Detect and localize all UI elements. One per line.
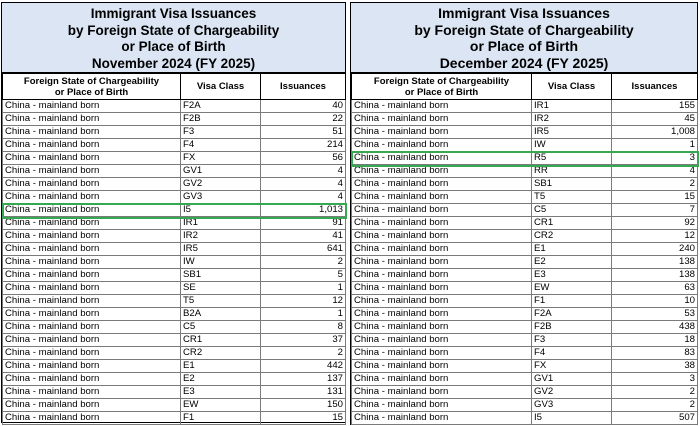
- cell-country: China - mainland born: [3, 334, 181, 347]
- cell-issuances: 7: [612, 204, 698, 217]
- table-row: [352, 321, 698, 334]
- cell-country: China - mainland born: [3, 217, 181, 230]
- panel-title: [2, 3, 345, 73]
- cell-issuances: 1: [612, 139, 698, 152]
- table-row: [352, 139, 698, 152]
- cell-visa-class: E1: [181, 360, 261, 373]
- cell-visa-class: E2: [532, 256, 612, 269]
- cell-issuances: 2: [612, 178, 698, 191]
- cell-issuances: 51: [261, 126, 346, 139]
- cell-country: China - mainland born: [3, 230, 181, 243]
- cell-country: China - mainland born: [3, 399, 181, 412]
- cell-issuances: 53: [612, 308, 698, 321]
- issuance-table: [351, 73, 698, 425]
- cell-country: China - mainland born: [352, 321, 532, 334]
- table-row: [352, 204, 698, 217]
- cell-visa-class: IR5: [181, 243, 261, 256]
- cell-issuances: 138: [612, 269, 698, 282]
- november-2024-panel: [1, 2, 346, 423]
- cell-visa-class: F4: [181, 139, 261, 152]
- table-row: [352, 243, 698, 256]
- cell-visa-class: IW: [532, 139, 612, 152]
- cell-visa-class: B2A: [181, 308, 261, 321]
- col-header-visa-class: Visa Class: [532, 74, 612, 100]
- cell-country: China - mainland born: [352, 126, 532, 139]
- cell-visa-class: IW: [181, 256, 261, 269]
- cell-country: China - mainland born: [352, 282, 532, 295]
- table-row: [3, 373, 346, 386]
- cell-country: China - mainland born: [352, 230, 532, 243]
- cell-issuances: 63: [612, 282, 698, 295]
- cell-issuances: 91: [261, 217, 346, 230]
- cell-issuances: 12: [261, 295, 346, 308]
- cell-country: China - mainland born: [3, 191, 181, 204]
- cell-visa-class: FX: [532, 360, 612, 373]
- cell-issuances: 1: [261, 282, 346, 295]
- cell-issuances: 15: [261, 412, 346, 425]
- table-row: [3, 399, 346, 412]
- cell-country: China - mainland born: [3, 165, 181, 178]
- cell-country: China - mainland born: [352, 217, 532, 230]
- cell-visa-class: GV3: [532, 399, 612, 412]
- cell-country: China - mainland born: [3, 386, 181, 399]
- title-line: Immigrant Visa Issuances: [90, 6, 257, 21]
- table-row: [3, 386, 346, 399]
- cell-country: China - mainland born: [3, 347, 181, 360]
- cell-visa-class: IR1: [532, 100, 612, 113]
- table-row: [352, 152, 698, 165]
- cell-issuances: 41: [261, 230, 346, 243]
- cell-issuances: 40: [261, 100, 346, 113]
- title-line: November 2024 (FY 2025): [91, 55, 256, 71]
- cell-visa-class: GV2: [181, 178, 261, 191]
- cell-country: China - mainland born: [3, 204, 181, 217]
- table-row: [3, 256, 346, 269]
- table-row: [3, 191, 346, 204]
- cell-issuances: 131: [261, 386, 346, 399]
- title-line: by Foreign State of Chargeability: [414, 21, 634, 38]
- cell-visa-class: IR1: [181, 217, 261, 230]
- cell-country: China - mainland born: [352, 113, 532, 126]
- cell-visa-class: I5: [532, 412, 612, 425]
- cell-visa-class: EW: [532, 282, 612, 295]
- table-row: [3, 243, 346, 256]
- table-row: [352, 295, 698, 308]
- col-header-issuances: Issuances: [261, 74, 346, 100]
- cell-visa-class: F2A: [181, 100, 261, 113]
- cell-visa-class: E1: [532, 243, 612, 256]
- cell-visa-class: GV1: [532, 373, 612, 386]
- table-row: [3, 412, 346, 425]
- cell-visa-class: F1: [532, 295, 612, 308]
- cell-country: China - mainland born: [352, 295, 532, 308]
- table-row: [352, 269, 698, 282]
- cell-issuances: 38: [612, 360, 698, 373]
- cell-issuances: 641: [261, 243, 346, 256]
- table-row: [352, 126, 698, 139]
- cell-country: China - mainland born: [352, 386, 532, 399]
- table-row: [3, 230, 346, 243]
- cell-issuances: 2: [261, 347, 346, 360]
- cell-issuances: 150: [261, 399, 346, 412]
- cell-issuances: 10: [612, 295, 698, 308]
- title-line: or Place of Birth: [121, 39, 226, 54]
- cell-country: China - mainland born: [352, 347, 532, 360]
- cell-issuances: 3: [612, 373, 698, 386]
- cell-issuances: 5: [261, 269, 346, 282]
- cell-issuances: 3: [612, 152, 698, 165]
- cell-country: China - mainland born: [3, 308, 181, 321]
- cell-country: China - mainland born: [352, 152, 532, 165]
- cell-issuances: 438: [612, 321, 698, 334]
- cell-issuances: 37: [261, 334, 346, 347]
- cell-visa-class: E2: [181, 373, 261, 386]
- cell-issuances: 4: [261, 178, 346, 191]
- table-row: [352, 217, 698, 230]
- table-row: [3, 139, 346, 152]
- table-row: [352, 399, 698, 412]
- cell-country: China - mainland born: [352, 139, 532, 152]
- cell-issuances: 1: [261, 308, 346, 321]
- issuance-table: [2, 73, 346, 425]
- table-row: [352, 373, 698, 386]
- table-row: [3, 217, 346, 230]
- table-row: [352, 360, 698, 373]
- table-row: [352, 308, 698, 321]
- cell-visa-class: IR2: [181, 230, 261, 243]
- table-row: [3, 165, 346, 178]
- cell-visa-class: CR1: [181, 334, 261, 347]
- cell-visa-class: SB1: [532, 178, 612, 191]
- cell-country: China - mainland born: [352, 308, 532, 321]
- table-row: [3, 113, 346, 126]
- cell-issuances: 214: [261, 139, 346, 152]
- cell-issuances: 15: [612, 191, 698, 204]
- cell-visa-class: FX: [181, 152, 261, 165]
- table-row: [3, 269, 346, 282]
- cell-country: China - mainland born: [352, 373, 532, 386]
- cell-issuances: 138: [612, 256, 698, 269]
- cell-issuances: 92: [612, 217, 698, 230]
- title-line: December 2024 (FY 2025): [439, 54, 609, 71]
- cell-country: China - mainland born: [3, 152, 181, 165]
- cell-country: China - mainland born: [3, 373, 181, 386]
- cell-issuances: 2: [612, 386, 698, 399]
- cell-visa-class: CR2: [181, 347, 261, 360]
- cell-visa-class: EW: [181, 399, 261, 412]
- table-row: [3, 100, 346, 113]
- cell-issuances: 155: [612, 100, 698, 113]
- table-row: [3, 334, 346, 347]
- table-row: [352, 256, 698, 269]
- cell-issuances: 12: [612, 230, 698, 243]
- cell-issuances: 18: [612, 334, 698, 347]
- cell-visa-class: CR2: [532, 230, 612, 243]
- cell-country: China - mainland born: [352, 256, 532, 269]
- cell-country: China - mainland born: [352, 334, 532, 347]
- table-row: [352, 178, 698, 191]
- table-row: [352, 113, 698, 126]
- table-row: [352, 191, 698, 204]
- title-line: or Place of Birth: [469, 38, 579, 54]
- cell-visa-class: T5: [181, 295, 261, 308]
- cell-country: China - mainland born: [352, 360, 532, 373]
- cell-country: China - mainland born: [3, 113, 181, 126]
- table-row: [3, 204, 346, 217]
- cell-visa-class: E3: [532, 269, 612, 282]
- table-row: [3, 126, 346, 139]
- cell-visa-class: C5: [532, 204, 612, 217]
- cell-country: China - mainland born: [3, 139, 181, 152]
- table-row: [352, 334, 698, 347]
- cell-issuances: 4: [612, 165, 698, 178]
- cell-issuances: 45: [612, 113, 698, 126]
- cell-country: China - mainland born: [3, 243, 181, 256]
- cell-visa-class: RR: [532, 165, 612, 178]
- title-line: Immigrant Visa Issuances: [438, 5, 610, 21]
- cell-country: China - mainland born: [3, 269, 181, 282]
- col-header-country: Foreign State of Chargeability or Place of Birth: [3, 74, 181, 100]
- cell-visa-class: F3: [532, 334, 612, 347]
- cell-issuances: 507: [612, 412, 698, 425]
- table-row: [3, 347, 346, 360]
- cell-country: China - mainland born: [3, 178, 181, 191]
- cell-visa-class: T5: [532, 191, 612, 204]
- table-row: [352, 386, 698, 399]
- cell-country: China - mainland born: [352, 243, 532, 256]
- cell-visa-class: R5: [532, 152, 612, 165]
- cell-visa-class: IR5: [532, 126, 612, 139]
- cell-visa-class: F3: [181, 126, 261, 139]
- col-header-visa-class: Visa Class: [181, 74, 261, 100]
- cell-issuances: 83: [612, 347, 698, 360]
- cell-country: China - mainland born: [3, 360, 181, 373]
- cell-country: China - mainland born: [3, 100, 181, 113]
- cell-visa-class: F4: [532, 347, 612, 360]
- cell-visa-class: E3: [181, 386, 261, 399]
- cell-visa-class: F2B: [532, 321, 612, 334]
- cell-visa-class: GV3: [181, 191, 261, 204]
- cell-visa-class: F2B: [181, 113, 261, 126]
- cell-country: China - mainland born: [352, 191, 532, 204]
- title-line: by Foreign State of Chargeability: [67, 22, 280, 38]
- cell-visa-class: C5: [181, 321, 261, 334]
- table-row: [3, 152, 346, 165]
- cell-visa-class: SB1: [181, 269, 261, 282]
- col-header-issuances: Issuances: [612, 74, 698, 100]
- table-row: [352, 412, 698, 425]
- table-row: [3, 308, 346, 321]
- cell-visa-class: GV1: [181, 165, 261, 178]
- cell-visa-class: IR2: [532, 113, 612, 126]
- cell-visa-class: F2A: [532, 308, 612, 321]
- cell-issuances: 4: [261, 191, 346, 204]
- table-row: [3, 295, 346, 308]
- cell-issuances: 2: [261, 256, 346, 269]
- cell-country: China - mainland born: [352, 204, 532, 217]
- cell-issuances: 137: [261, 373, 346, 386]
- panel-title: [351, 3, 697, 73]
- cell-visa-class: SE: [181, 282, 261, 295]
- cell-issuances: 240: [612, 243, 698, 256]
- col-header-country: Foreign State of Chargeability or Place of Birth: [352, 74, 532, 100]
- cell-country: China - mainland born: [352, 399, 532, 412]
- table-row: [3, 321, 346, 334]
- table-row: [352, 347, 698, 360]
- cell-visa-class: F1: [181, 412, 261, 425]
- cell-country: China - mainland born: [3, 295, 181, 308]
- cell-country: China - mainland born: [352, 269, 532, 282]
- cell-issuances: 1,008: [612, 126, 698, 139]
- table-row: [352, 165, 698, 178]
- cell-visa-class: GV2: [532, 386, 612, 399]
- cell-country: China - mainland born: [352, 178, 532, 191]
- table-row: [352, 230, 698, 243]
- cell-issuances: 2: [612, 399, 698, 412]
- cell-issuances: 442: [261, 360, 346, 373]
- december-2024-panel: [350, 2, 698, 425]
- cell-issuances: 4: [261, 165, 346, 178]
- cell-issuances: 1,013: [261, 204, 346, 217]
- cell-issuances: 8: [261, 321, 346, 334]
- cell-country: China - mainland born: [352, 100, 532, 113]
- cell-issuances: 56: [261, 152, 346, 165]
- table-row: [352, 282, 698, 295]
- cell-country: China - mainland born: [3, 412, 181, 425]
- table-row: [3, 282, 346, 295]
- cell-country: China - mainland born: [352, 165, 532, 178]
- cell-country: China - mainland born: [352, 412, 532, 425]
- table-row: [3, 360, 346, 373]
- cell-issuances: 22: [261, 113, 346, 126]
- cell-visa-class: CR1: [532, 217, 612, 230]
- cell-country: China - mainland born: [3, 126, 181, 139]
- table-row: [352, 100, 698, 113]
- cell-country: China - mainland born: [3, 256, 181, 269]
- table-row: [3, 178, 346, 191]
- cell-visa-class: I5: [181, 204, 261, 217]
- cell-country: China - mainland born: [3, 321, 181, 334]
- cell-country: China - mainland born: [3, 282, 181, 295]
